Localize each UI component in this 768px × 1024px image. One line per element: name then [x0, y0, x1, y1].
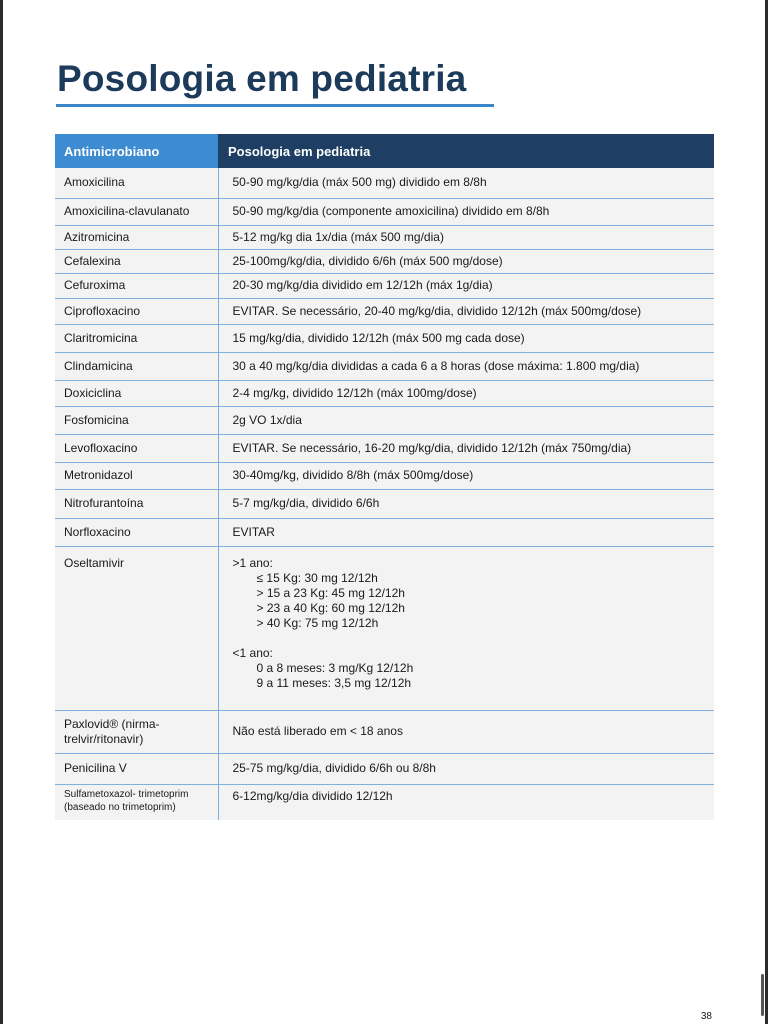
dose-text: 5-7 mg/kg/dia, dividido 6/6h: [218, 489, 714, 518]
table-row: [55, 406, 714, 434]
table-row: [55, 462, 714, 489]
table-row: [55, 324, 714, 352]
table-row: [55, 434, 714, 462]
dose-text: 2g VO 1x/dia: [218, 406, 714, 434]
dose-over-1-year: [233, 556, 709, 631]
table-row: [55, 518, 714, 546]
scrollbar-thumb[interactable]: [761, 974, 764, 1016]
drug-name: Doxiciclina: [55, 380, 218, 406]
dose-text: [218, 546, 714, 710]
dose-text: 25-75 mg/kg/dia, dividido 6/6h ou 8/8h: [218, 753, 714, 784]
drug-name: Azitromicina: [55, 225, 218, 249]
dose-under-1-year: [233, 646, 709, 691]
drug-name: [55, 784, 218, 820]
dose-line: > 23 a 40 Kg: 60 mg 12/12h: [256, 600, 405, 615]
drug-name: Levofloxacino: [55, 434, 218, 462]
page-title: Posologia em pediatria: [57, 58, 467, 99]
drug-name: Amoxicilina-clavulanato: [55, 198, 218, 225]
dose-line: > 40 Kg: 75 mg 12/12h: [256, 615, 379, 630]
dose-heading: <1 ano:: [232, 645, 273, 660]
page-number: 38: [700, 1011, 712, 1022]
drug-name-line: trelvir/ritonavir): [64, 731, 144, 746]
header-antimicrobiano: Antimicrobiano: [55, 134, 218, 168]
drug-name: Cefuroxima: [55, 273, 218, 298]
dose-text: EVITAR. Se necessário, 16-20 mg/kg/dia, dividido 12/12h (máx 750mg/dia): [218, 434, 714, 462]
dose-line: ≤ 15 Kg: 30 mg 12/12h: [256, 570, 378, 585]
dose-text: 6-12mg/kg/dia dividido 12/12h: [232, 788, 393, 803]
drug-name: Metronidazol: [55, 462, 218, 489]
drug-name-line: Sulfametoxazol- trimetoprim: [64, 788, 189, 800]
drug-name: Oseltamivir: [55, 546, 218, 710]
table-row: [55, 489, 714, 518]
dose-line: > 15 a 23 Kg: 45 mg 12/12h: [256, 585, 405, 600]
dose-heading: >1 ano:: [232, 555, 273, 570]
dose-text: EVITAR: [218, 518, 714, 546]
dose-text: EVITAR. Se necessário, 20-40 mg/kg/dia, dividido 12/12h (máx 500mg/dose): [218, 298, 714, 324]
table-row: [55, 352, 714, 380]
table-row: [55, 168, 714, 198]
drug-name: Nitrofurantoína: [55, 489, 218, 518]
header-posologia: Posologia em pediatria: [218, 134, 714, 168]
page-edge-left: [0, 0, 3, 1024]
drug-name: Cefalexina: [55, 249, 218, 273]
table-header-row: [55, 134, 714, 168]
table-row-paxlovid: [55, 710, 714, 753]
dose-text: 20-30 mg/kg/dia dividido em 12/12h (máx 1g/dia): [218, 273, 714, 298]
table-row-oseltamivir: [55, 546, 714, 710]
dose-text: 50-90 mg/kg/dia (máx 500 mg) dividido em 8/8h: [218, 168, 714, 198]
dose-text: 5-12 mg/kg dia 1x/dia (máx 500 mg/dia): [218, 225, 714, 249]
dose-text: 30-40mg/kg, dividido 8/8h (máx 500mg/dose): [218, 462, 714, 489]
dose-text: 30 a 40 mg/kg/dia divididas a cada 6 a 8 horas (dose máxima: 1.800 mg/dia): [218, 352, 714, 380]
drug-name: Penicilina V: [55, 753, 218, 784]
dosage-table: [55, 134, 714, 820]
drug-name: [55, 710, 218, 753]
drug-name: Claritromicina: [55, 324, 218, 352]
table-row: [55, 753, 714, 784]
table-row: [55, 380, 714, 406]
drug-name: Fosfomicina: [55, 406, 218, 434]
drug-name: Clindamicina: [55, 352, 218, 380]
dose-text: 50-90 mg/kg/dia (componente amoxicilina) dividido em 8/8h: [218, 198, 714, 225]
dose-text: 25-100mg/kg/dia, dividido 6/6h (máx 500 mg/dose): [218, 249, 714, 273]
drug-name: Amoxicilina: [55, 168, 218, 198]
dose-text: 2-4 mg/kg, dividido 12/12h (máx 100mg/dose): [218, 380, 714, 406]
dose-line: 0 a 8 meses: 3 mg/Kg 12/12h: [256, 660, 414, 675]
drug-name: Norfloxacino: [55, 518, 218, 546]
drug-name-line: Paxlovid® (nirma-: [64, 716, 160, 731]
title-underline: [56, 104, 494, 107]
drug-name: Ciprofloxacino: [55, 298, 218, 324]
dose-line: 9 a 11 meses: 3,5 mg 12/12h: [256, 675, 412, 690]
dose-text: Não está liberado em < 18 anos: [218, 710, 714, 753]
table-row: [55, 273, 714, 298]
table-row-sulfa: [55, 784, 714, 820]
drug-name-line: (baseado no trimetoprim): [64, 801, 176, 813]
table-row: [55, 225, 714, 249]
table-row: [55, 249, 714, 273]
table-row: [55, 298, 714, 324]
dose-text: 15 mg/kg/dia, dividido 12/12h (máx 500 mg cada dose): [218, 324, 714, 352]
table-row: [55, 198, 714, 225]
